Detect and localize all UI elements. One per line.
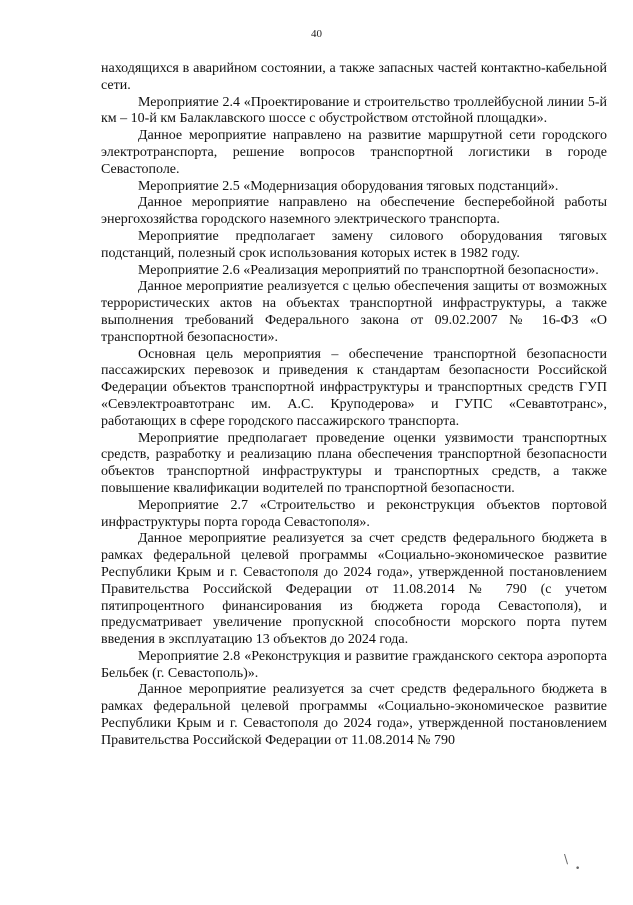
- paragraph-5: Данное мероприятие направлено на обеспечение бесперебойной работы энергохозяйства городского наземного электрического транспорта.: [101, 195, 607, 228]
- paragraph-10: Мероприятие предполагает проведение оценки уязвимости транспортных средств, разработку и реализацию плана обеспечения транспортной безопасности объектов транспортной инфраструктуры и транспортных средств, а также повышение квалификации водителей по транспортной безопасности.: [101, 430, 607, 496]
- scan-mark: •: [575, 864, 581, 874]
- scan-mark: \: [564, 852, 569, 866]
- paragraph-2: Мероприятие 2.4 «Проектирование и строительство троллейбусной линии 5-й км – 10-й км Балаклавского шоссе с обустройством отстойной площадки».: [101, 94, 607, 127]
- paragraph-1: находящихся в аварийном состоянии, а также запасных частей контактно-кабельной сети.: [101, 61, 607, 93]
- page-number: 40: [311, 28, 322, 40]
- paragraph-12: Данное мероприятие реализуется за счет средств федерального бюджета в рамках федеральной целевой программы «Социально-экономическое развитие Республики Крым и г. Севастополя до 2024 года», утвержденной постановлением Правительства Российской Федерации от 11.08.2014 № 790 (с учетом пятипроцентного финансирования из бюджета города Севастополя), и предусматривает увеличение пропускной способности морского порта путем введения в эксплуатацию 13 объектов до 2024 года.: [101, 531, 607, 648]
- paragraph-4: Мероприятие 2.5 «Модернизация оборудования тяговых подстанций».: [138, 178, 559, 194]
- paragraph-3: Данное мероприятие направлено на развитие маршрутной сети городского электротранспорта, решение вопросов транспортной логистики в городе Севастополе.: [101, 128, 607, 177]
- paragraph-8: Данное мероприятие реализуется с целью обеспечения защиты от возможных террористических актов на объектах транспортной инфраструктуры, а также выполнения требований Федерального закона от 09.02.2007 № 16-ФЗ «О транспортной безопасности».: [101, 279, 607, 345]
- paragraph-9: Основная цель мероприятия – обеспечение транспортной безопасности пассажирских перевозок и приведения к стандартам безопасности Российской Федерации объектов транспортной инфраструктуры и транспортных средств ГУП «Севэлектроавтотранс им. А.С. Круподерова» и ГУПС «Севавтотранс», работающих в сфере городского пассажирского транспорта.: [101, 346, 607, 429]
- document-body: [101, 61, 607, 750]
- paragraph-13: Мероприятие 2.8 «Реконструкция и развитие гражданского сектора аэропорта Бельбек (г. Севастополь)».: [101, 648, 607, 681]
- paragraph-6: Мероприятие предполагает замену силового оборудования тяговых подстанций, полезный срок использования которых истек в 1982 году.: [101, 228, 607, 261]
- paragraph-7: Мероприятие 2.6 «Реализация мероприятий по транспортной безопасности».: [138, 262, 599, 278]
- paragraph-14: Данное мероприятие реализуется за счет средств федерального бюджета в рамках федеральной целевой программы «Социально-экономическое развитие Республики Крым и г. Севастополя до 2024 года», утвержденной постановлением Правительства Российской Федерации от 11.08.2014 № 790: [101, 682, 607, 748]
- paragraph-11: Мероприятие 2.7 «Строительство и реконструкция объектов портовой инфраструктуры порта города Севастополя».: [101, 497, 607, 530]
